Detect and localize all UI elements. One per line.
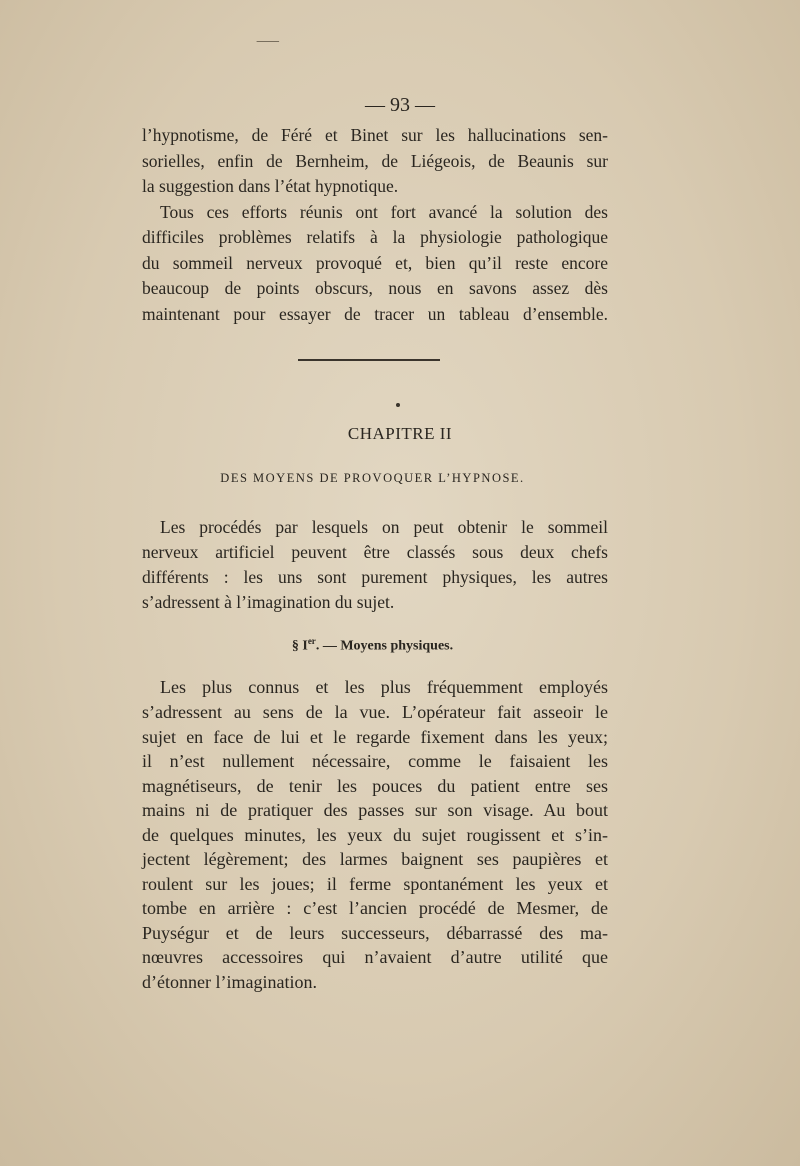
- text-line: de quelques minutes, les yeux du sujet rougissent et s’in-: [142, 824, 608, 845]
- text-line: d’étonner l’imagination.: [142, 971, 317, 992]
- section-heading: [0, 636, 745, 655]
- text-line: tombe en arrière : c’est l’ancien procédé de Mesmer, de: [142, 898, 608, 918]
- section-divider: [298, 359, 440, 361]
- text-line: s’adressent au sens de la vue. L’opérateur fait asseoir le: [142, 702, 608, 722]
- text-line: difficiles problèmes relatifs à la physiologie pathologique: [142, 227, 608, 247]
- text-line: l’hypnotisme, de Féré et Binet sur les hallucinations sen-: [142, 125, 608, 145]
- text-line: jectent légèrement; des larmes baignent ses paupières et: [142, 849, 608, 869]
- text-line: nœuvres accessoires qui n’avaient d’autre utilité que: [142, 947, 608, 967]
- section-title: . — Moyens physiques.: [315, 638, 454, 654]
- text-line: il n’est nullement nécessaire, comme le faisaient les: [142, 751, 608, 771]
- page-number: — 93 —: [365, 94, 435, 116]
- text-line: sorielles, enfin de Bernheim, de Liégeois, de Beaunis sur: [142, 150, 608, 171]
- section-prefix: § I: [291, 638, 308, 654]
- text-line: différents : les uns sont purement physiques, les autres: [142, 567, 608, 587]
- text-line: magnétiseurs, de tenir les pouces du patient entre ses: [142, 775, 608, 796]
- text-line: du sommeil nerveux provoqué et, bien qu’il reste encore: [142, 252, 608, 273]
- section-sup: er: [307, 636, 316, 646]
- text-line: la suggestion dans l’état hypnotique.: [142, 176, 399, 196]
- text-line: mains ni de pratiquer des passes sur son visage. Au bout: [142, 800, 608, 820]
- text-line: Les plus connus et les plus fréquemment employés: [160, 677, 608, 697]
- ornament-dot: [396, 403, 400, 407]
- text-line: Les procédés par lesquels on peut obtenir le sommeil: [160, 517, 608, 537]
- stray-mark: ⸺: [256, 34, 280, 49]
- text-line: Tous ces efforts réunis ont fort avancé la solution des: [160, 201, 608, 222]
- text-line: s’adressent à l’imagination du sujet.: [142, 592, 395, 612]
- chapter-subtitle: DES MOYENS DE PROVOQUER L’HYPNOSE.: [220, 471, 525, 485]
- text-line: beaucoup de points obscurs, nous en savons assez dès: [142, 278, 608, 298]
- text-line: nerveux artificiel peuvent être classés sous deux chefs: [142, 542, 608, 562]
- chapter-title: CHAPITRE II: [347, 424, 453, 443]
- text-line: sujet en face de lui et le regarde fixement dans les yeux;: [142, 726, 608, 747]
- text-line: Puységur et de leurs successeurs, débarrassé des ma-: [142, 922, 608, 943]
- text-line: maintenant pour essayer de tracer un tableau d’ensemble.: [142, 303, 608, 324]
- text-line: roulent sur les joues; il ferme spontanément les yeux et: [142, 873, 608, 894]
